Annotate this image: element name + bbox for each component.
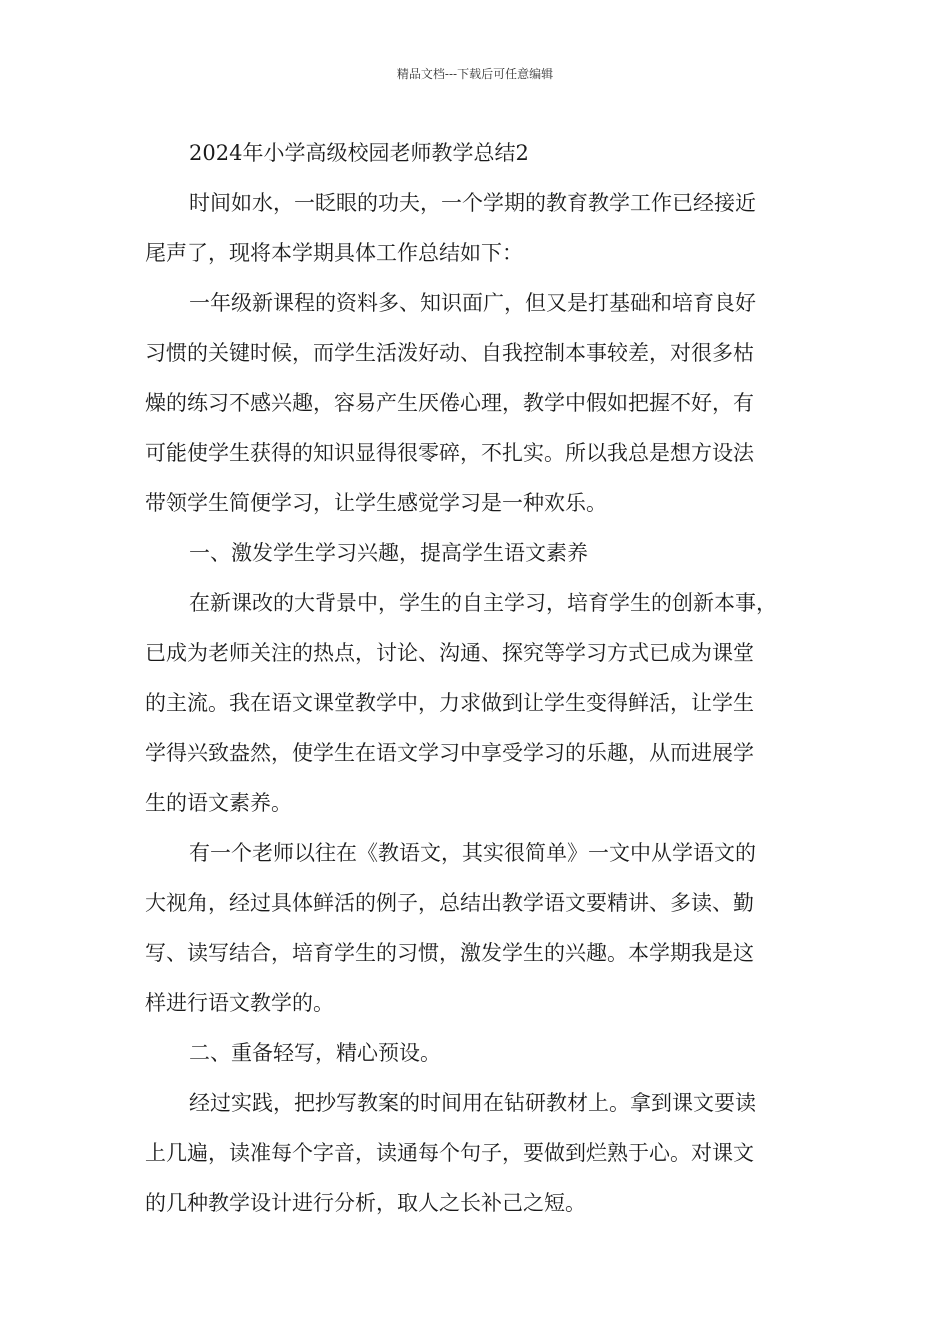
paragraph-line: 的几种教学设计进行分析，取人之长补己之短。 xyxy=(145,1191,586,1215)
paragraph-1 xyxy=(145,178,807,278)
paragraph-2 xyxy=(145,278,807,528)
section-heading-1: 一、激发学生学习兴趣，提高学生语文素养 xyxy=(189,541,588,565)
paragraph-line: 上几遍，读准每个字音，读通每个句子，要做到烂熟于心。对课文 xyxy=(145,1141,754,1165)
paragraph-5 xyxy=(145,1078,807,1228)
paragraph-line: 一年级新课程的资料多、知识面广，但又是打基础和培育良好 xyxy=(189,291,756,315)
paragraph-line: 时间如水，一眨眼的功夫，一个学期的教育教学工作已经接近 xyxy=(189,191,756,215)
paragraph-line: 写、读写结合，培育学生的习惯，激发学生的兴趣。本学期我是这 xyxy=(145,941,754,965)
paragraph-line: 有一个老师以往在《教语文，其实很简单》一文中从学语文的 xyxy=(189,841,756,865)
paragraph-line: 已成为老师关注的热点，讨论、沟通、探究等学习方式已成为课堂 xyxy=(145,641,754,665)
paragraph-line: 尾声了，现将本学期具体工作总结如下： xyxy=(145,241,523,265)
paragraph-line: 带领学生简便学习，让学生感觉学习是一种欢乐。 xyxy=(145,491,607,515)
paragraph-line: 习惯的关键时候，而学生活泼好动、自我控制本事较差，对很多枯 xyxy=(145,341,754,365)
paragraph-line: 学得兴致盎然，使学生在语文学习中享受学习的乐趣，从而进展学 xyxy=(145,741,754,765)
document-body xyxy=(145,128,807,1228)
paragraph-4 xyxy=(145,828,807,1028)
paragraph-3 xyxy=(145,578,807,828)
paragraph-line: 样进行语文教学的。 xyxy=(145,991,334,1015)
page-header: 精品文档---下载后可任意编辑 xyxy=(396,67,554,81)
paragraph-line: 可能使学生获得的知识显得很零碎，不扎实。所以我总是想方设法 xyxy=(145,441,754,465)
paragraph-line: 大视角，经过具体鲜活的例子，总结出教学语文要精讲、多读、勤 xyxy=(145,891,754,915)
paragraph-line: 在新课改的大背景中，学生的自主学习，培育学生的创新本事， xyxy=(189,591,777,615)
paragraph-line: 的主流。我在语文课堂教学中，力求做到让学生变得鲜活，让学生 xyxy=(145,691,754,715)
paragraph-line: 生的语文素养。 xyxy=(145,791,292,815)
document-title: 2024年小学高级校园老师教学总结2 xyxy=(189,141,529,165)
section-heading-2: 二、重备轻写，精心预设。 xyxy=(189,1041,441,1065)
paragraph-line: 燥的练习不感兴趣，容易产生厌倦心理，教学中假如把握不好，有 xyxy=(145,391,754,415)
paragraph-line: 经过实践，把抄写教案的时间用在钻研教材上。拿到课文要读 xyxy=(189,1091,756,1115)
